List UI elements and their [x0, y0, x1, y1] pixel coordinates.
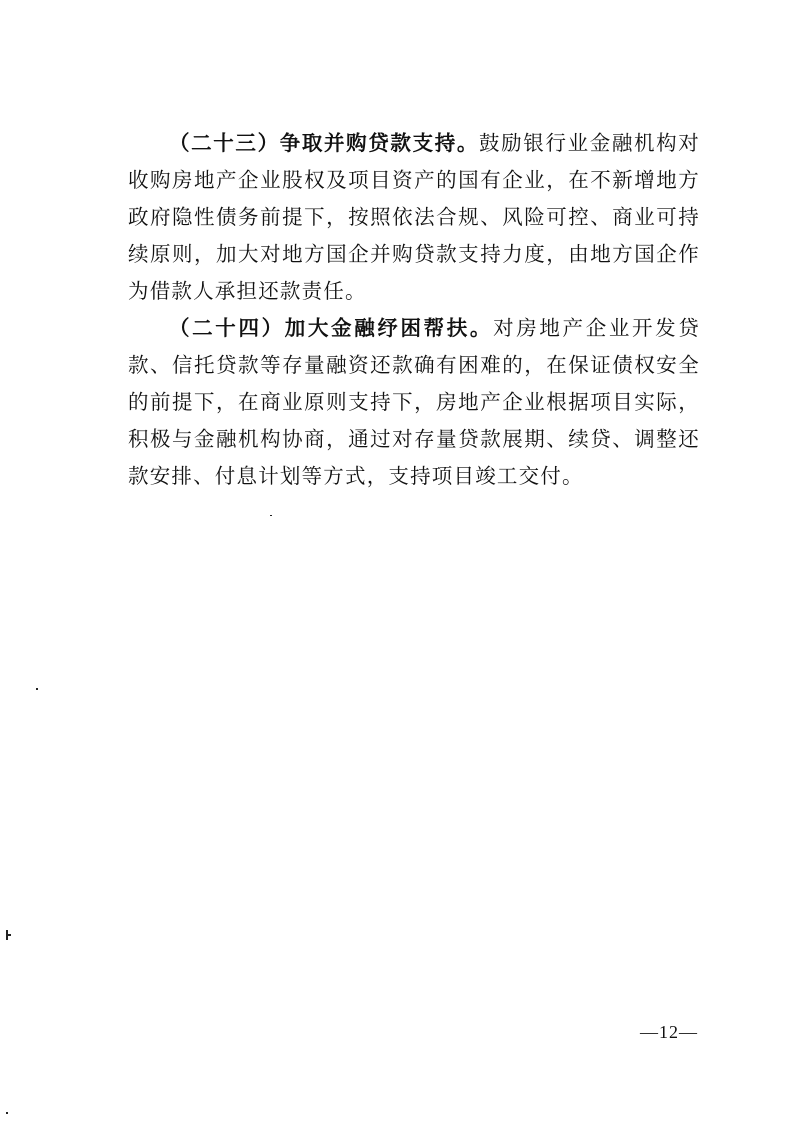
paragraph-heading: （二十四）加大金融纾困帮扶。 — [169, 316, 494, 340]
paragraph-23 — [128, 125, 700, 310]
paragraph-24 — [128, 310, 700, 495]
scan-speck — [36, 688, 38, 690]
paragraph-body: 鼓励银行业金融机构对收购房地产企业股权及项目资产的国有企业，在不新增地方政府隐性债务前提下，按照依法合规、风险可控、商业可持续原则，加大对地方国企并购贷款支持力度，由地方国企作为借款人承担还款责任。 — [128, 131, 701, 303]
paragraph-heading: （二十三）争取并购贷款支持。 — [169, 131, 480, 155]
scan-speck — [6, 1112, 8, 1114]
scan-speck — [8, 934, 11, 936]
paragraph-body: 对房地产企业开发贷款、信托贷款等存量融资还款确有困难的，在保证债权安全的前提下，在商业原则支持下，房地产企业根据项目实际，积极与金融机构协商，通过对存量贷款展期、续贷、调整还款安排、付息计划等方式，支持项目竣工交付。 — [128, 316, 700, 488]
scan-speck — [270, 515, 272, 516]
page-number: —12— — [640, 1022, 698, 1042]
